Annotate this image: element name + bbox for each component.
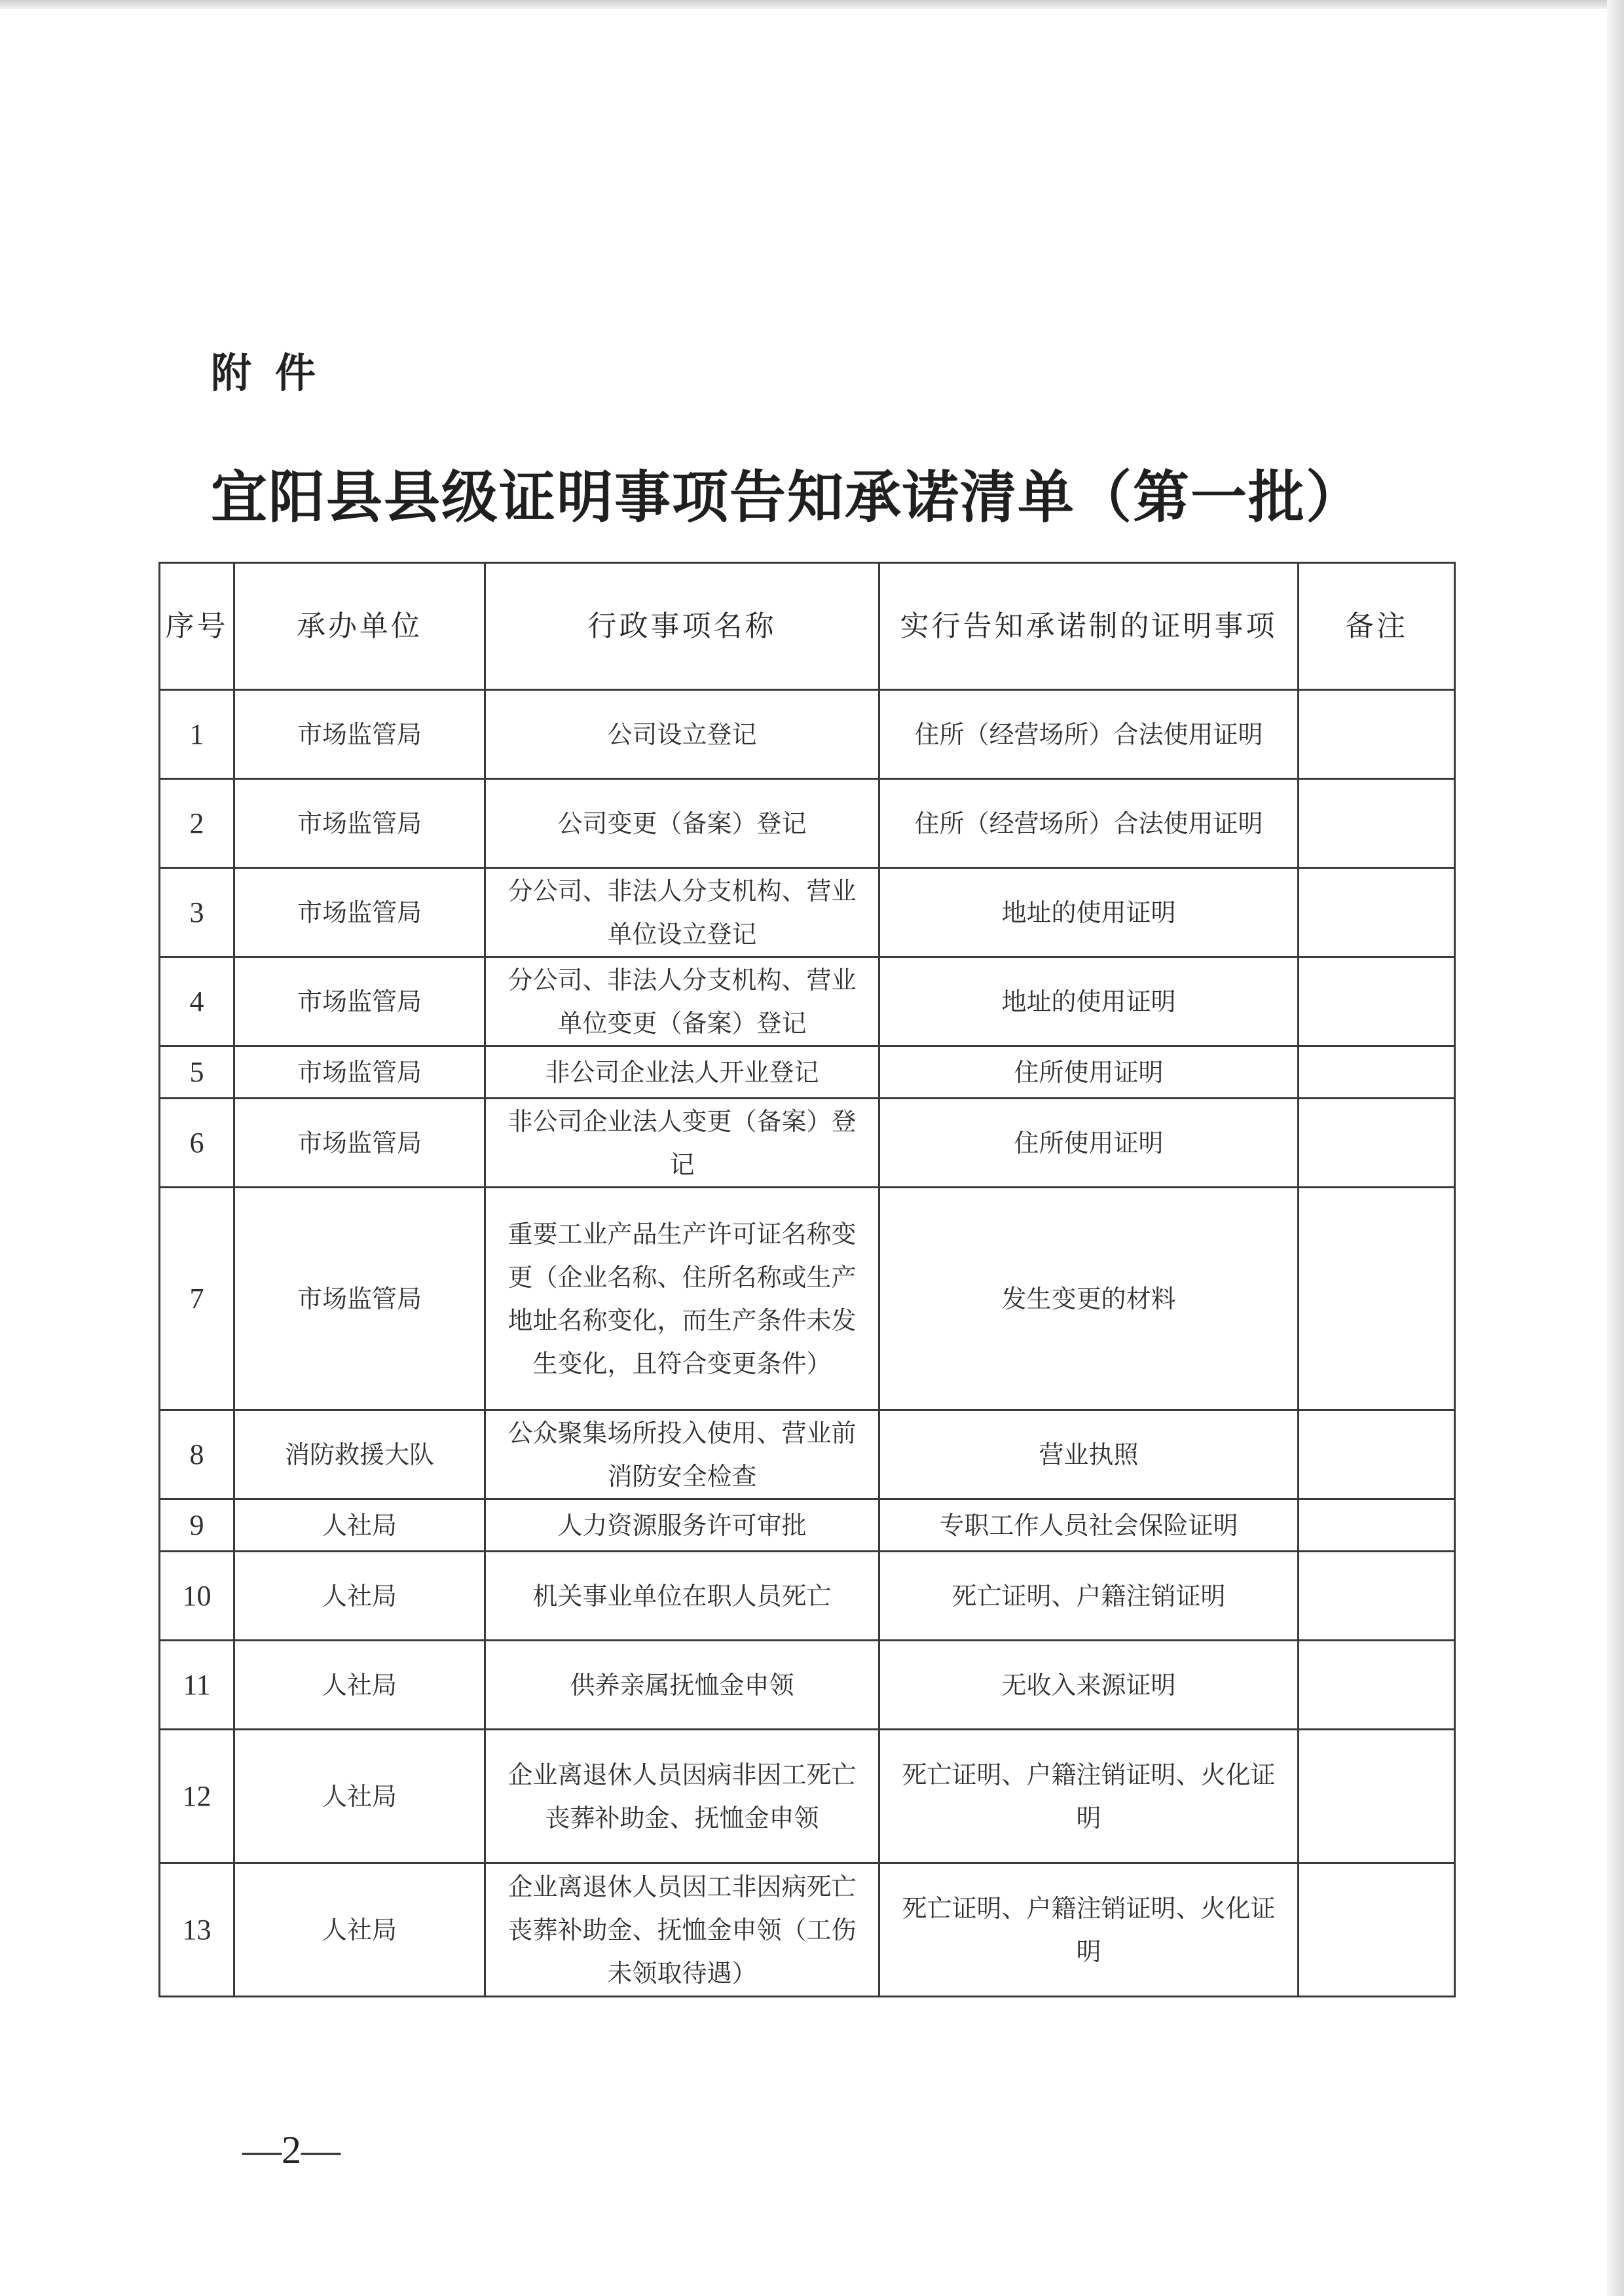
row-item: 公司设立登记: [485, 690, 879, 779]
row-item: 非公司企业法人变更（备案）登记: [485, 1099, 879, 1188]
row-proof: 专职工作人员社会保险证明: [879, 1499, 1299, 1552]
table-row: [160, 1863, 1455, 1997]
row-item: 供养亲属抚恤金申领: [485, 1641, 879, 1730]
row-note: [1299, 1863, 1455, 1997]
page-number: —2—: [242, 2128, 341, 2172]
scan-edge-top: [0, 0, 1624, 9]
row-proof: 死亡证明、户籍注销证明: [879, 1552, 1299, 1641]
row-unit: 市场监管局: [234, 957, 485, 1046]
table-row: [160, 1552, 1455, 1641]
row-item: 公众聚集场所投入使用、营业前消防安全检查: [485, 1410, 879, 1499]
row-item: 人力资源服务许可审批: [485, 1499, 879, 1552]
row-unit: 人社局: [234, 1641, 485, 1730]
row-unit: 市场监管局: [234, 1099, 485, 1188]
row-item: 非公司企业法人开业登记: [485, 1046, 879, 1099]
row-item: 企业离退休人员因病非因工死亡丧葬补助金、抚恤金申领: [485, 1730, 879, 1863]
row-item: 企业离退休人员因工非因病死亡丧葬补助金、抚恤金申领（工伤未领取待遇）: [485, 1863, 879, 1997]
row-proof: 发生变更的材料: [879, 1188, 1299, 1410]
table-row: [160, 1188, 1455, 1410]
row-number: 3: [160, 868, 234, 957]
row-number: 5: [160, 1046, 234, 1099]
row-note: [1299, 779, 1455, 868]
row-note: [1299, 1641, 1455, 1730]
row-number: 1: [160, 690, 234, 779]
row-unit: 市场监管局: [234, 690, 485, 779]
row-proof: 死亡证明、户籍注销证明、火化证明: [879, 1863, 1299, 1997]
row-note: [1299, 1499, 1455, 1552]
row-unit: 市场监管局: [234, 779, 485, 868]
row-note: [1299, 1099, 1455, 1188]
row-number: 8: [160, 1410, 234, 1499]
row-number: 7: [160, 1188, 234, 1410]
row-item: 机关事业单位在职人员死亡: [485, 1552, 879, 1641]
row-number: 4: [160, 957, 234, 1046]
row-proof: 地址的使用证明: [879, 957, 1299, 1046]
row-note: [1299, 1552, 1455, 1641]
row-note: [1299, 690, 1455, 779]
attachment-label: 附件: [211, 349, 340, 397]
row-number: 11: [160, 1641, 234, 1730]
row-number: 13: [160, 1863, 234, 1997]
table-row: [160, 690, 1455, 779]
row-number: 2: [160, 779, 234, 868]
commitment-table: [158, 562, 1456, 1997]
row-note: [1299, 1188, 1455, 1410]
row-proof: 营业执照: [879, 1410, 1299, 1499]
row-unit: 人社局: [234, 1552, 485, 1641]
scan-edge-right: [1607, 0, 1624, 2296]
column-header-item: 行政事项名称: [485, 563, 879, 690]
row-unit: 人社局: [234, 1499, 485, 1552]
table-row: [160, 1099, 1455, 1188]
row-note: [1299, 1410, 1455, 1499]
row-item: 公司变更（备案）登记: [485, 779, 879, 868]
row-item: 重要工业产品生产许可证名称变更（企业名称、住所名称或生产地址名称变化，而生产条件未发生变化，且符合变更条件）: [485, 1188, 879, 1410]
row-item: 分公司、非法人分支机构、营业单位设立登记: [485, 868, 879, 957]
row-proof: 地址的使用证明: [879, 868, 1299, 957]
column-header-unit: 承办单位: [234, 563, 485, 690]
row-number: 12: [160, 1730, 234, 1863]
row-proof: 住所（经营场所）合法使用证明: [879, 779, 1299, 868]
row-proof: 住所（经营场所）合法使用证明: [879, 690, 1299, 779]
row-unit: 市场监管局: [234, 868, 485, 957]
table-row: [160, 1410, 1455, 1499]
table-row: [160, 957, 1455, 1046]
row-item: 分公司、非法人分支机构、营业单位变更（备案）登记: [485, 957, 879, 1046]
table-row: [160, 1641, 1455, 1730]
row-proof: 无收入来源证明: [879, 1641, 1299, 1730]
column-header-note: 备注: [1299, 563, 1455, 690]
row-note: [1299, 1046, 1455, 1099]
table-row: [160, 1499, 1455, 1552]
column-header-proof: 实行告知承诺制的证明事项: [879, 563, 1299, 690]
row-note: [1299, 1730, 1455, 1863]
table-row: [160, 1730, 1455, 1863]
row-unit: 市场监管局: [234, 1046, 485, 1099]
column-header-no: 序号: [160, 563, 234, 690]
row-proof: 死亡证明、户籍注销证明、火化证明: [879, 1730, 1299, 1863]
table-row: [160, 868, 1455, 957]
row-proof: 住所使用证明: [879, 1046, 1299, 1099]
row-unit: 消防救援大队: [234, 1410, 485, 1499]
row-unit: 人社局: [234, 1730, 485, 1863]
row-proof: 住所使用证明: [879, 1099, 1299, 1188]
row-note: [1299, 957, 1455, 1046]
row-number: 9: [160, 1499, 234, 1552]
table-row: [160, 1046, 1455, 1099]
table-row: [160, 779, 1455, 868]
table-header-row: [160, 563, 1455, 690]
document-title: 宜阳县县级证明事项告知承诺清单（第一批）: [211, 464, 1363, 530]
row-number: 6: [160, 1099, 234, 1188]
row-unit: 市场监管局: [234, 1188, 485, 1410]
row-number: 10: [160, 1552, 234, 1641]
row-note: [1299, 868, 1455, 957]
row-unit: 人社局: [234, 1863, 485, 1997]
